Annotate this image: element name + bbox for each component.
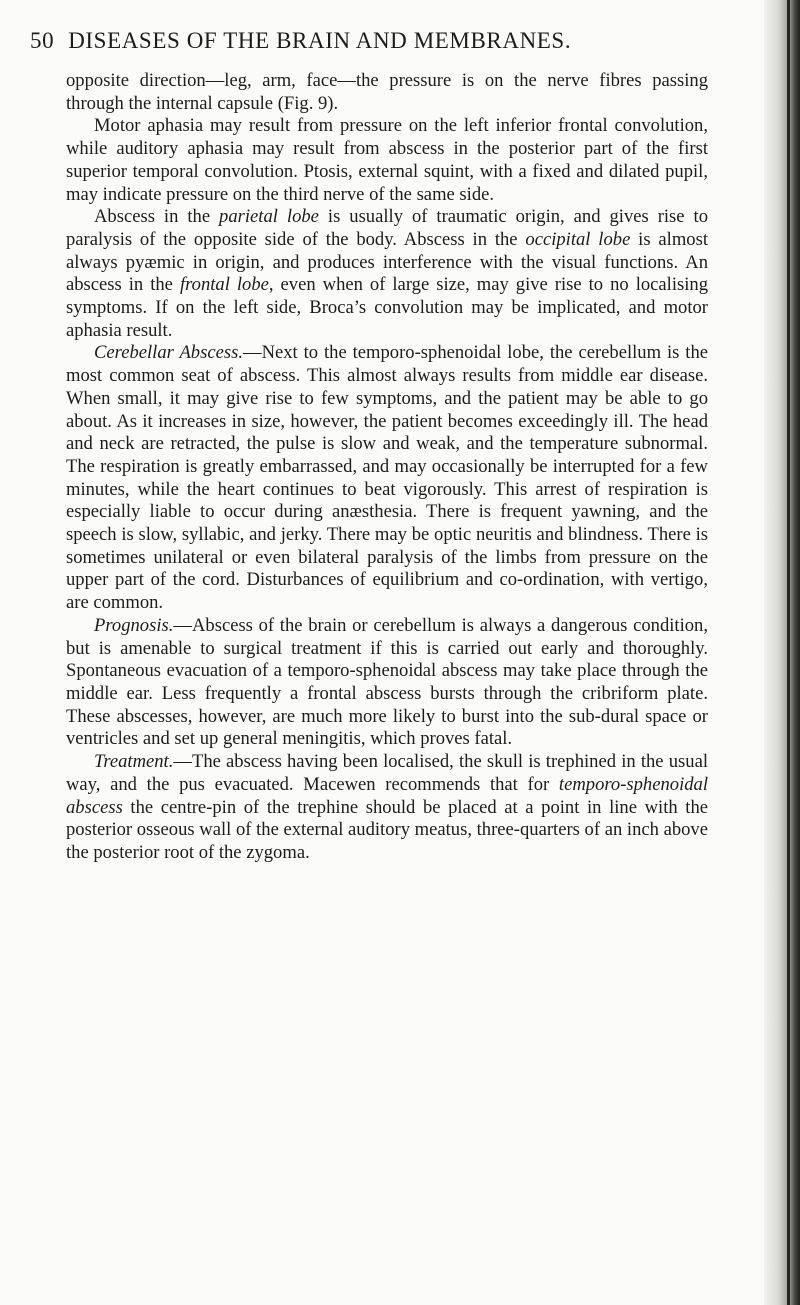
paragraph-text: , even when of large size, may give rise to no localising symptoms. If on the left side, Broca’s convolution may be implicated, and motor aphasia result.	[66, 274, 708, 341]
paragraph-continuation	[66, 70, 708, 115]
running-header	[30, 28, 720, 54]
paragraph-prognosis	[66, 615, 708, 751]
body-text	[66, 70, 708, 865]
paragraph-text: is almost always pyæmic in origin, and produces interference with the visual functions. An abscess in the	[66, 228, 708, 296]
section-heading-prognosis: Prognosis.	[94, 614, 174, 636]
paragraph-text: —Next to the temporo-sphenoidal lobe, the cerebellum is the most common seat of abscess. This almost always results from middle ear disease. When small, it may give rise to few symptoms, and the patient may be able to go about. As it increases in size, however, the patient becomes exceedingly ill. The head and neck are retracted, the pulse is slow and weak, and the temperature subnormal. The respiration is greatly embarrassed, and may occasionally be interrupted for a few minutes, while the heart continues to beat vigorously. This arrest of respiration is especially liable to occur during anæsthesia. There is frequent yawning, and the speech is slow, syllabic, and jerky. There may be optic neuritis and blindness. There is sometimes unilateral or even bilateral paralysis of the limbs from pressure on the upper part of the cord. Disturbances of equilibrium and co-ordination, with vertigo, are common.	[66, 342, 708, 614]
paragraph-text: the centre-pin of the trephine should be placed at a point in line with the posterior osseous wall of the external auditory meatus, three-quarters of an inch above the posterior root of the zygoma.	[66, 796, 708, 863]
paragraph-aphasia	[66, 115, 708, 206]
section-heading-treatment: Treatment.	[94, 751, 174, 773]
paragraph-text: —Abscess of the brain or cerebellum is always a dangerous condition, but is amenable to surgical treatment if this is carried out early and thoroughly. Spontaneous evacuation of a temporo-sphenoidal abscess may take place through the middle ear. Less frequently a frontal abscess bursts through the cribriform plate. These abscesses, however, are much more likely to burst into the sub-dural space or ventricles and set up general meningitis, which proves fatal.	[66, 614, 708, 750]
paragraph-text: is usually of traumatic origin, and gives rise to paralysis of the opposite side of the body. Abscess in the	[66, 206, 708, 250]
italic-term-frontal: frontal lobe	[179, 274, 269, 296]
italic-term-temporo-sphenoidal: temporo-sphenoidal abscess	[66, 773, 708, 818]
paragraph-text: Motor aphasia may result from pressure on the left inferior frontal convolution, while auditory aphasia may result from abscess in the posterior part of the first superior temporal convolution. Ptosis, external squint, with a fixed and dilated pupil, may indicate pressure on the third nerve of the same side.	[66, 115, 708, 205]
paragraph-text: —The abscess having been localised, the skull is trephined in the usual way, and the pus evacuated. Macewen recommends that for	[66, 751, 708, 795]
running-title: DISEASES OF THE BRAIN AND MEMBRANES.	[68, 28, 572, 53]
paragraph-treatment	[66, 751, 708, 865]
paragraph-text: Abscess in the	[94, 206, 220, 228]
book-spine-edge	[787, 0, 790, 1305]
italic-term-occipital: occipital lobe	[525, 228, 631, 250]
section-heading-cerebellar: Cerebellar Abscess.	[94, 342, 243, 364]
paragraph-cerebellar-abscess	[66, 342, 708, 614]
paragraph-text: opposite direction—leg, arm, face—the pressure is on the nerve fibres passing through the internal capsule (Fig. 9).	[66, 70, 708, 114]
book-gutter-shadow	[764, 0, 800, 1305]
italic-term-parietal: parietal lobe	[219, 206, 319, 228]
paragraph-lobes	[66, 206, 708, 342]
page-number: 50	[30, 28, 55, 53]
